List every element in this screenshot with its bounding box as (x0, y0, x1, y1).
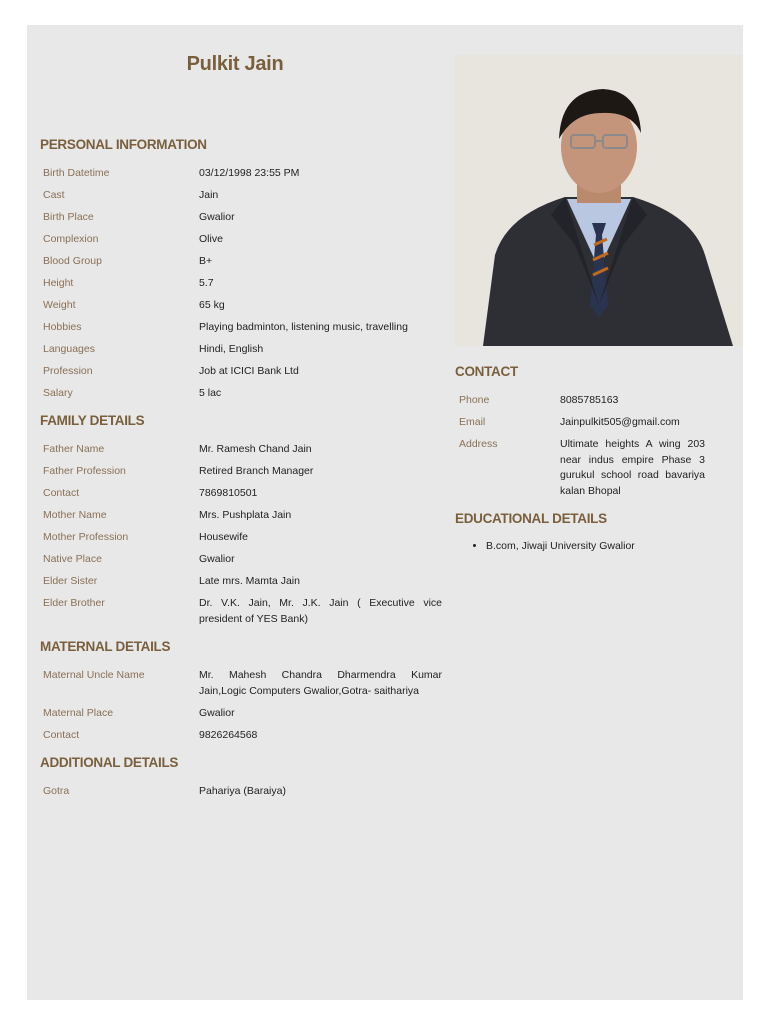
personal-value: 65 kg (199, 299, 225, 311)
family-value: Mrs. Pushplata Jain (199, 509, 292, 521)
additional-value: Pahariya (Baraiya) (199, 785, 286, 797)
personal-value: 5 lac (199, 387, 222, 399)
family-value: Retired Branch Manager (199, 465, 314, 477)
personal-label: Complexion (43, 233, 99, 245)
personal-value: Hindi, English (199, 343, 264, 355)
maternal-value: 9826264568 (199, 729, 258, 741)
personal-label: Birth Datetime (43, 167, 110, 179)
personal-value: 03/12/1998 23:55 PM (199, 167, 300, 179)
personal-value: Olive (199, 233, 223, 245)
family-label: Father Name (43, 443, 105, 455)
family-value: Mr. Ramesh Chand Jain (199, 443, 312, 455)
personal-value: 5.7 (199, 277, 214, 289)
profile-photo (455, 55, 743, 346)
section-title-additional: ADDITIONAL DETAILS (40, 755, 179, 770)
family-label: Native Place (43, 553, 102, 565)
maternal-label: Maternal Place (43, 707, 114, 719)
section-title-personal: PERSONAL INFORMATION (40, 137, 207, 152)
section-title-education: EDUCATIONAL DETAILS (455, 511, 607, 526)
additional-label: Gotra (43, 785, 70, 797)
personal-label: Cast (43, 189, 65, 201)
personal-label: Height (43, 277, 74, 289)
family-value: Gwalior (199, 553, 235, 565)
contact-value: 8085785163 (560, 394, 619, 406)
family-label: Mother Profession (43, 531, 129, 543)
maternal-value: Mr. Mahesh Chandra Dharmendra Kumar Jain,Logic Computers Gwalior,Gotra- saithariya (199, 669, 442, 697)
family-label: Elder Sister (43, 575, 98, 587)
section-title-maternal: MATERNAL DETAILS (40, 639, 171, 654)
personal-value: Job at ICICI Bank Ltd (199, 365, 299, 377)
contact-value[interactable]: Jainpulkit505@gmail.com (560, 416, 680, 428)
personal-label: Salary (43, 387, 73, 399)
contact-label: Email (459, 416, 486, 428)
personal-label: Birth Place (43, 211, 94, 223)
person-name: Pulkit Jain (186, 53, 284, 75)
personal-label: Hobbies (43, 321, 82, 333)
family-value: Dr. V.K. Jain, Mr. J.K. Jain ( Executive vice president of YES Bank) (199, 597, 442, 625)
maternal-label: Contact (43, 729, 80, 741)
family-label: Mother Name (43, 509, 107, 521)
personal-label: Blood Group (43, 255, 102, 267)
personal-value: Gwalior (199, 211, 235, 223)
personal-label: Languages (43, 343, 95, 355)
maternal-value: Gwalior (199, 707, 235, 719)
family-label: Father Profession (43, 465, 126, 477)
section-title-family: FAMILY DETAILS (40, 413, 145, 428)
contact-label: Phone (459, 394, 490, 406)
section-title-contact: CONTACT (455, 364, 518, 379)
education-item: • B.com, Jiwaji University Gwalior (486, 540, 635, 552)
personal-value: Jain (199, 189, 219, 201)
family-label: Contact (43, 487, 80, 499)
personal-value: Playing badminton, listening music, travelling (199, 321, 408, 333)
family-label: Elder Brother (43, 597, 105, 609)
contact-label: Address (459, 438, 498, 450)
family-value: Housewife (199, 531, 249, 543)
biodata-sheet (27, 25, 743, 1000)
contact-value: Ultimate heights A wing 203 near indus empire Phase 3 gurukul school road bavariya kalan Bhopal (560, 438, 705, 497)
maternal-label: Maternal Uncle Name (43, 669, 145, 681)
personal-value: B+ (199, 255, 213, 267)
personal-label: Weight (43, 299, 76, 311)
personal-label: Profession (43, 365, 93, 377)
family-value: Late mrs. Mamta Jain (199, 575, 300, 587)
education-list (459, 540, 635, 552)
family-value: 7869810501 (199, 487, 258, 499)
